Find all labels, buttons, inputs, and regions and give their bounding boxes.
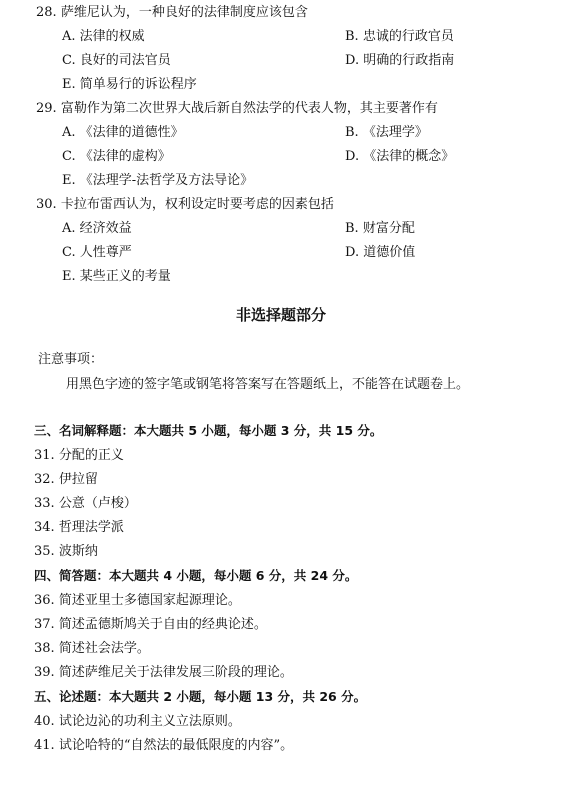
option-28-b: B. 忠诚的行政官员 (345, 29, 454, 44)
section-header-5: 五、论述题：本大题共 2 小题，每小题 13 分，共 26 分。 (34, 689, 367, 704)
question-28 (36, 5, 308, 21)
option-30-e: E. 某些正义的考量 (62, 269, 171, 284)
item-34: 34. 哲理法学派 (34, 520, 124, 535)
item-41: 41. 试论哈特的“自然法的最低限度的内容”。 (34, 738, 294, 753)
part-title: 非选择题部分 (236, 306, 327, 324)
option-29-d: D. 《法律的概念》 (345, 149, 455, 164)
question-text: 富勒作为第二次世界大战后新自然法学的代表人物，其主要著作有 (60, 101, 438, 116)
option-28-a: A. 法律的权威 (62, 29, 145, 44)
item-40: 40. 试论边沁的功利主义立法原则。 (34, 714, 241, 729)
item-35: 35. 波斯纳 (34, 544, 98, 559)
section-header-4: 四、简答题：本大题共 4 小题，每小题 6 分，共 24 分。 (34, 568, 358, 583)
question-text: 卡拉布雷西认为，权利设定时要考虑的因素包括 (60, 197, 334, 212)
item-33: 33. 公意（卢梭） (34, 496, 137, 511)
option-28-e: E. 简单易行的诉讼程序 (62, 77, 197, 92)
item-39: 39. 简述萨维尼关于法律发展三阶段的理论。 (34, 665, 293, 680)
notice-text: 用黑色字迹的签字笔或钢笔将答案写在答题纸上，不能答在试题卷上。 (66, 377, 470, 392)
notice-label: 注意事项： (38, 352, 104, 367)
option-30-c: C. 人性尊严 (62, 245, 132, 260)
option-29-e: E. 《法理学-法哲学及方法导论》 (62, 173, 254, 188)
item-38: 38. 简述社会法学。 (34, 641, 150, 656)
option-30-d: D. 道德价值 (345, 245, 416, 260)
question-text: 萨维尼认为，一种良好的法律制度应该包含 (60, 5, 308, 20)
option-30-a: A. 经济效益 (62, 221, 132, 236)
question-number: 29. (36, 101, 57, 116)
item-36: 36. 简述亚里士多德国家起源理论。 (34, 593, 241, 608)
item-37: 37. 简述孟德斯鸠关于自由的经典论述。 (34, 617, 267, 632)
option-29-b: B. 《法理学》 (345, 125, 428, 140)
item-32: 32. 伊拉留 (34, 472, 98, 487)
question-number: 30. (36, 197, 57, 212)
question-30 (36, 197, 334, 213)
option-28-d: D. 明确的行政指南 (345, 53, 455, 68)
question-29 (36, 101, 438, 117)
section-header-3: 三、名词解释题：本大题共 5 小题，每小题 3 分，共 15 分。 (34, 423, 383, 438)
option-29-a: A. 《法律的道德性》 (62, 125, 184, 140)
option-29-c: C. 《法律的虚构》 (62, 149, 171, 164)
option-28-c: C. 良好的司法官员 (62, 53, 171, 68)
option-30-b: B. 财富分配 (345, 221, 415, 236)
item-31: 31. 分配的正义 (34, 448, 124, 463)
question-number: 28. (36, 5, 57, 20)
